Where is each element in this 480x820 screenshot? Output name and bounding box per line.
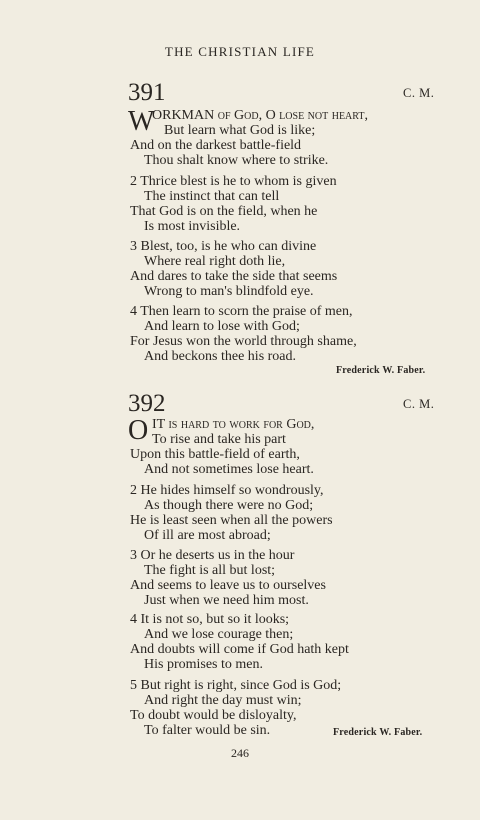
hymn-number: 391	[128, 79, 166, 106]
verse-line	[152, 417, 314, 432]
verse-line: Upon this battle-field of earth,	[130, 447, 300, 462]
first-line-text: ORKMAN of God, O lose not heart,	[152, 108, 368, 123]
page-number: 246	[231, 746, 249, 760]
verse-line: Where real right doth lie,	[144, 254, 286, 269]
verse-line: 4 It is not so, but so it looks;	[130, 612, 290, 627]
verse-line: As though there were no God;	[144, 498, 314, 513]
verse-line: Just when we need him most.	[144, 593, 309, 608]
verse-line: And doubts will come if God hath kept	[130, 642, 349, 657]
verse-line: For Jesus won the world through shame,	[130, 334, 357, 349]
verse-line: 2 Thrice blest is he to whom is given	[130, 174, 337, 189]
author-attribution: Frederick W. Faber.	[336, 365, 426, 376]
verse-line: 5 But right is right, since God is God;	[130, 678, 342, 693]
verse-line: And learn to lose with God;	[144, 319, 300, 334]
verse-line: Is most invisible.	[144, 219, 241, 234]
verse-line: And dares to take the side that seems	[130, 269, 338, 284]
verse-line: And we lose courage then;	[144, 627, 294, 642]
hymn-number: 392	[128, 390, 166, 417]
verse-line: Of ill are most abroad;	[144, 528, 271, 543]
verse-line: To falter would be sin.	[144, 723, 271, 738]
verse-line: And not sometimes lose heart.	[144, 462, 314, 477]
verse-line	[152, 108, 368, 123]
hymn-meter: C. M.	[403, 397, 435, 411]
verse-line: He is least seen when all the powers	[130, 513, 333, 528]
verse-line: And seems to leave us to ourselves	[130, 578, 326, 593]
verse-line: 3 Blest, too, is he who can divine	[130, 239, 317, 254]
verse-line: 4 Then learn to scorn the praise of men,	[130, 304, 353, 319]
verse-line: And on the darkest battle-field	[130, 138, 302, 153]
verse-line: His promises to men.	[144, 657, 263, 672]
first-line-text: IT is hard to work for God,	[152, 417, 315, 432]
verse-line: And right the day must win;	[144, 693, 302, 708]
verse-line: To rise and take his part	[152, 432, 286, 447]
drop-cap: O	[128, 415, 149, 446]
hymn-meter: C. M.	[403, 86, 435, 100]
verse-line: 2 He hides himself so wondrously,	[130, 483, 324, 498]
verse-line: That God is on the field, when he	[130, 204, 318, 219]
verse-line: To doubt would be disloyalty,	[130, 708, 297, 723]
verse-line: 3 Or he deserts us in the hour	[130, 548, 295, 563]
author-attribution: Frederick W. Faber.	[333, 727, 423, 738]
running-head: THE CHRISTIAN LIFE	[164, 44, 316, 59]
verse-line: Wrong to man's blindfold eye.	[144, 284, 314, 299]
drop-cap: W	[128, 106, 155, 137]
verse-line: Thou shalt know where to strike.	[144, 153, 329, 168]
verse-line: But learn what God is like;	[164, 123, 316, 138]
verse-line: And beckons thee his road.	[144, 349, 297, 364]
verse-line: The instinct that can tell	[144, 189, 280, 204]
verse-line: The fight is all but lost;	[144, 563, 276, 578]
